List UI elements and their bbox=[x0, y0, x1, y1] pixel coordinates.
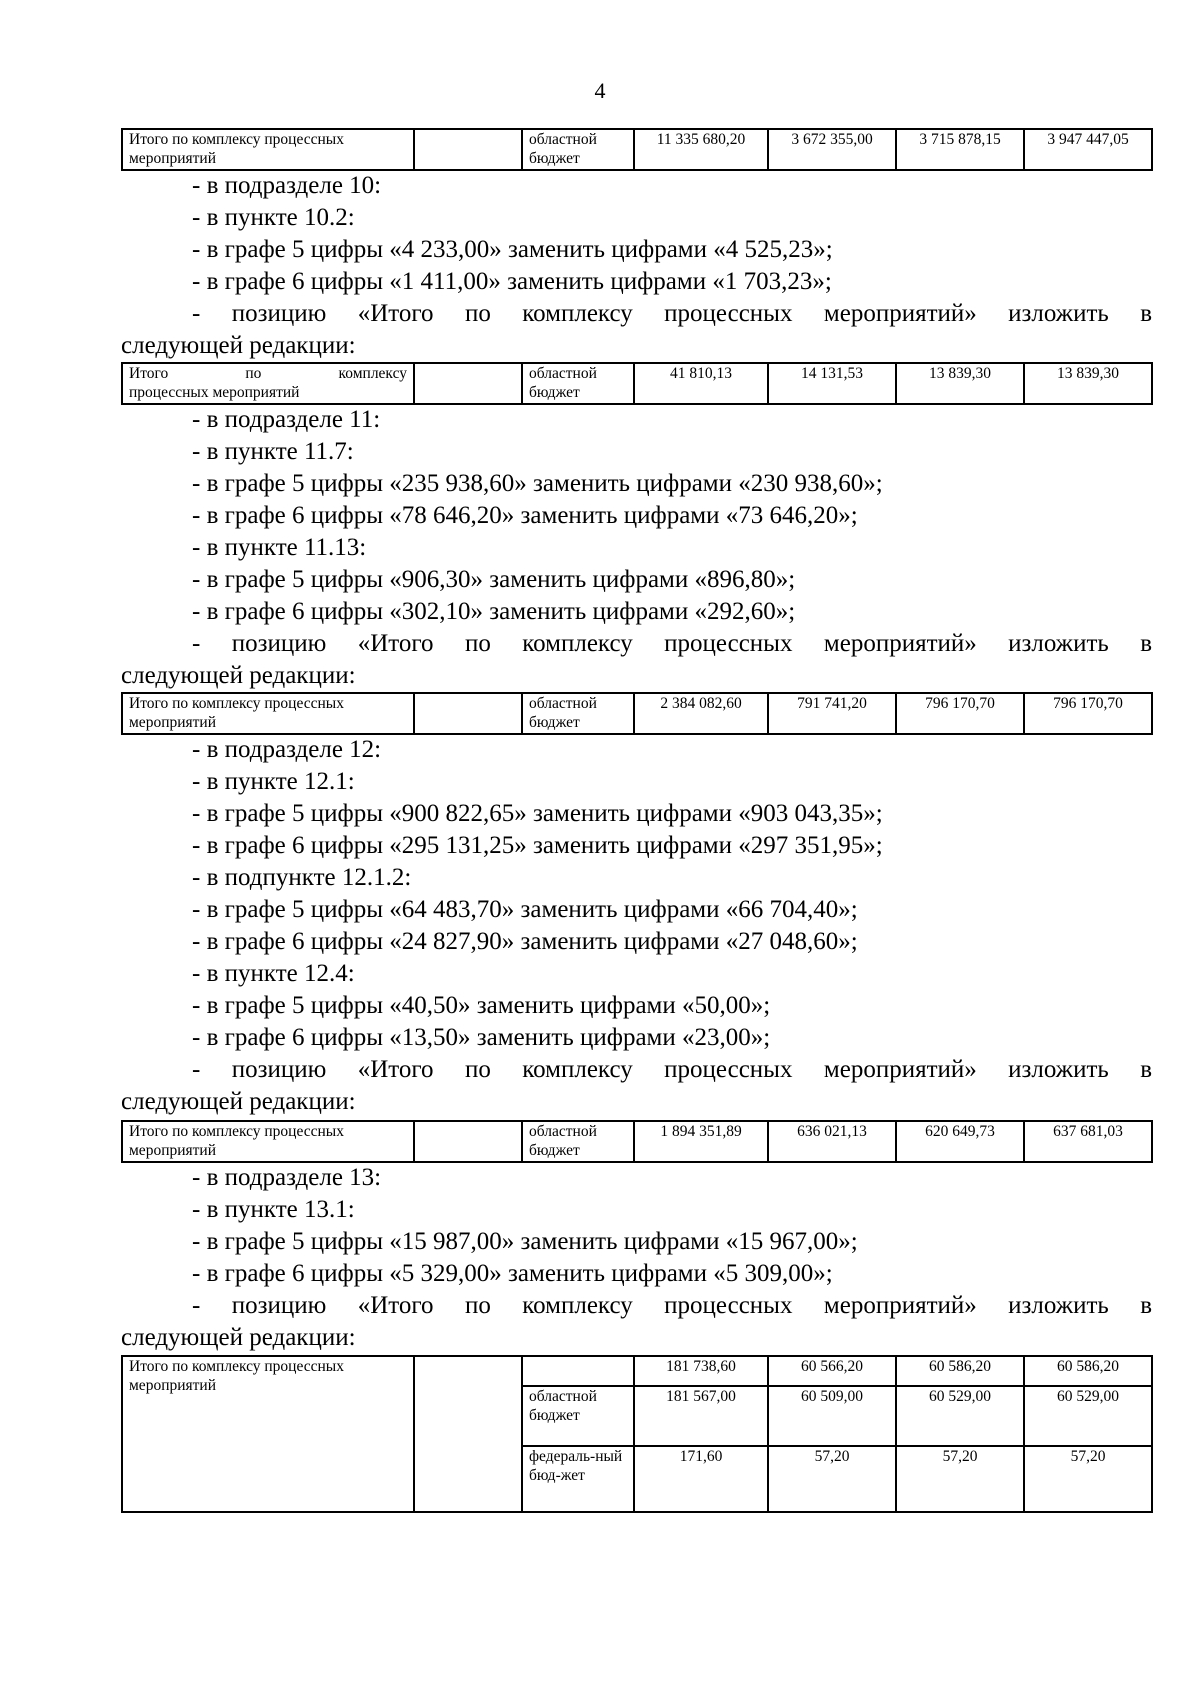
text-line: - в графе 6 цифры «302,10» заменить цифрами «292,60»; bbox=[192, 598, 796, 625]
text-line: - в графе 5 цифры «15 987,00» заменить цифрами «15 967,00»; bbox=[192, 1228, 858, 1255]
value-cell: 41 810,13 bbox=[634, 363, 768, 404]
text-line: - в подразделе 11: bbox=[192, 406, 381, 433]
empty-cell bbox=[522, 1356, 634, 1386]
text-line: - в пункте 10.2: bbox=[192, 204, 355, 231]
value-cell: 13 839,30 bbox=[896, 363, 1024, 404]
text-line: - в графе 6 цифры «78 646,20» заменить цифрами «73 646,20»; bbox=[192, 502, 858, 529]
budget-source: областной бюджет bbox=[522, 129, 634, 170]
empty-cell bbox=[414, 1121, 522, 1162]
total-label: Итого по комплексу процессных мероприятий bbox=[122, 1356, 414, 1512]
value-cell: 636 021,13 bbox=[768, 1121, 896, 1162]
value-cell: 3 672 355,00 bbox=[768, 129, 896, 170]
text-line: - в пункте 12.1: bbox=[192, 768, 355, 795]
text-line: - в графе 5 цифры «4 233,00» заменить цифрами «4 525,23»; bbox=[192, 236, 833, 263]
value-cell: 796 170,70 bbox=[896, 693, 1024, 734]
empty-cell bbox=[414, 1356, 522, 1512]
value-cell: 14 131,53 bbox=[768, 363, 896, 404]
total-label: Итого по комплексу процессных мероприятий bbox=[122, 129, 414, 170]
value-cell: 60 509,00 bbox=[768, 1386, 896, 1446]
value-cell: 60 586,20 bbox=[1024, 1356, 1152, 1386]
value-cell: 2 384 082,60 bbox=[634, 693, 768, 734]
text-line: - в пункте 13.1: bbox=[192, 1196, 355, 1223]
total-table-1 bbox=[121, 128, 1153, 171]
value-cell: 1 894 351,89 bbox=[634, 1121, 768, 1162]
total-table-2 bbox=[121, 362, 1153, 405]
value-cell: 181 567,00 bbox=[634, 1386, 768, 1446]
position-line: - позицию «Итого по комплексу процессных мероприятий» изложить в bbox=[192, 1056, 1152, 1083]
budget-source: областной бюджет bbox=[522, 693, 634, 734]
text-line: - в графе 5 цифры «64 483,70» заменить цифрами «66 704,40»; bbox=[192, 896, 858, 923]
text-line: - в графе 5 цифры «900 822,65» заменить цифрами «903 043,35»; bbox=[192, 800, 883, 827]
page-number: 4 bbox=[594, 78, 606, 103]
value-cell: 3 715 878,15 bbox=[896, 129, 1024, 170]
value-cell: 60 566,20 bbox=[768, 1356, 896, 1386]
total-label: Итого по комплексу процессных мероприятий bbox=[122, 1121, 414, 1162]
text-line: - в пункте 12.4: bbox=[192, 960, 355, 987]
budget-source: областной бюджет bbox=[522, 363, 634, 404]
position-continuation: следующей редакции: bbox=[121, 1324, 356, 1351]
value-cell: 60 529,00 bbox=[1024, 1386, 1152, 1446]
value-cell: 60 529,00 bbox=[896, 1386, 1024, 1446]
total-table-3 bbox=[121, 692, 1153, 735]
total-label: Итого по комплексу процессных мероприятий bbox=[122, 693, 414, 734]
text-line: - в пункте 11.7: bbox=[192, 438, 354, 465]
value-cell: 57,20 bbox=[1024, 1446, 1152, 1512]
budget-source: федераль-ный бюд-жет bbox=[522, 1446, 634, 1512]
budget-source: областной бюджет bbox=[522, 1121, 634, 1162]
value-cell: 57,20 bbox=[896, 1446, 1024, 1512]
value-cell: 11 335 680,20 bbox=[634, 129, 768, 170]
total-label-line-2: процессных мероприятий bbox=[129, 384, 300, 401]
value-cell: 620 649,73 bbox=[896, 1121, 1024, 1162]
position-line: - позицию «Итого по комплексу процессных мероприятий» изложить в bbox=[192, 300, 1152, 327]
value-cell: 796 170,70 bbox=[1024, 693, 1152, 734]
text-line: - в подразделе 10: bbox=[192, 172, 382, 199]
value-cell: 181 738,60 bbox=[634, 1356, 768, 1386]
text-line: - в графе 5 цифры «235 938,60» заменить цифрами «230 938,60»; bbox=[192, 470, 883, 497]
value-cell: 171,60 bbox=[634, 1446, 768, 1512]
total-table-4 bbox=[121, 1120, 1153, 1163]
total-label bbox=[122, 363, 414, 404]
text-line: - в графе 5 цифры «40,50» заменить цифрами «50,00»; bbox=[192, 992, 771, 1019]
text-line: - в подразделе 13: bbox=[192, 1164, 382, 1191]
value-cell: 791 741,20 bbox=[768, 693, 896, 734]
text-line: - в графе 5 цифры «906,30» заменить цифрами «896,80»; bbox=[192, 566, 796, 593]
total-label-line-1: Итого по комплексу bbox=[129, 365, 407, 382]
text-line: - в подразделе 12: bbox=[192, 736, 382, 763]
text-line: - в графе 6 цифры «1 411,00» заменить цифрами «1 703,23»; bbox=[192, 268, 832, 295]
position-continuation: следующей редакции: bbox=[121, 662, 356, 689]
budget-source: областной бюджет bbox=[522, 1386, 634, 1446]
position-continuation: следующей редакции: bbox=[121, 1088, 356, 1115]
empty-cell bbox=[414, 129, 522, 170]
text-line: - в графе 6 цифры «13,50» заменить цифрами «23,00»; bbox=[192, 1024, 771, 1051]
empty-cell bbox=[414, 363, 522, 404]
position-line: - позицию «Итого по комплексу процессных мероприятий» изложить в bbox=[192, 1292, 1152, 1319]
text-line: - в подпункте 12.1.2: bbox=[192, 864, 412, 891]
position-line: - позицию «Итого по комплексу процессных мероприятий» изложить в bbox=[192, 630, 1152, 657]
value-cell: 13 839,30 bbox=[1024, 363, 1152, 404]
value-cell: 3 947 447,05 bbox=[1024, 129, 1152, 170]
text-line: - в графе 6 цифры «24 827,90» заменить цифрами «27 048,60»; bbox=[192, 928, 858, 955]
total-table-5 bbox=[121, 1355, 1153, 1513]
text-line: - в графе 6 цифры «295 131,25» заменить цифрами «297 351,95»; bbox=[192, 832, 883, 859]
value-cell: 57,20 bbox=[768, 1446, 896, 1512]
value-cell: 60 586,20 bbox=[896, 1356, 1024, 1386]
text-line: - в пункте 11.13: bbox=[192, 534, 367, 561]
text-line: - в графе 6 цифры «5 329,00» заменить цифрами «5 309,00»; bbox=[192, 1260, 833, 1287]
position-continuation: следующей редакции: bbox=[121, 332, 356, 359]
value-cell: 637 681,03 bbox=[1024, 1121, 1152, 1162]
empty-cell bbox=[414, 693, 522, 734]
